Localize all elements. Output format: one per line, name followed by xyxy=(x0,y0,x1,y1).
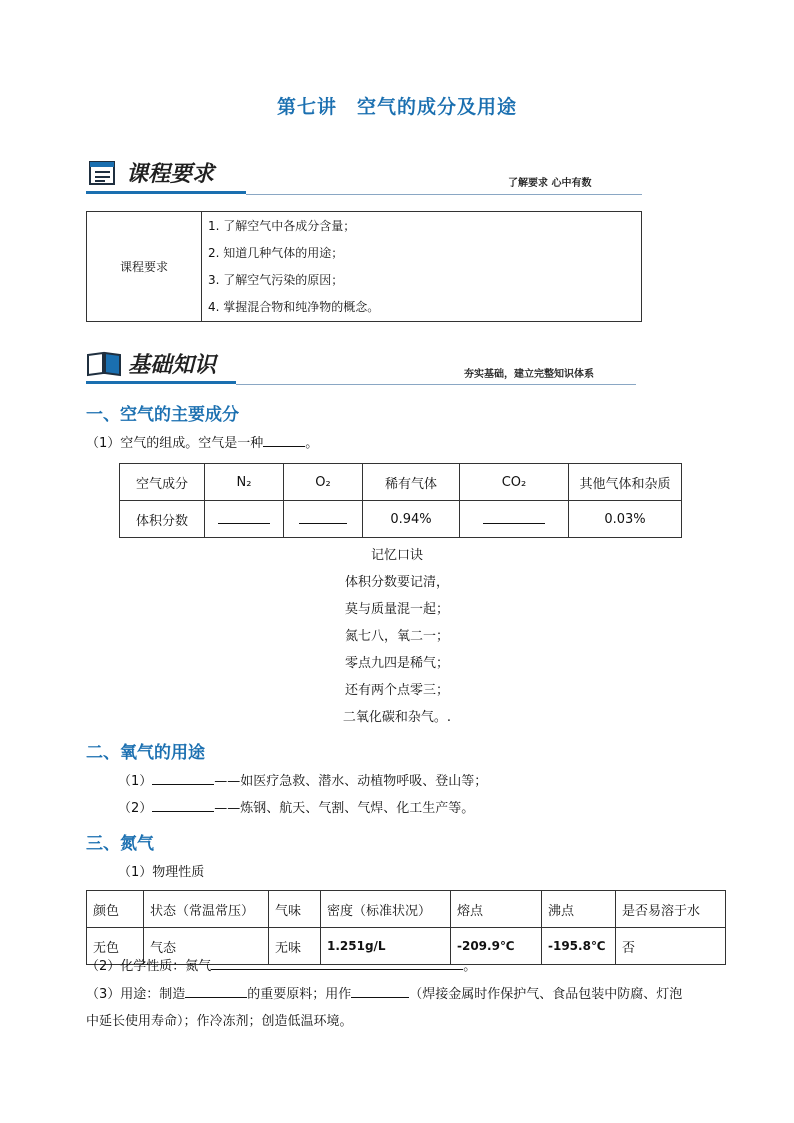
table-cell: N₂ xyxy=(205,464,284,501)
table-cell: 熔点 xyxy=(451,891,542,928)
book-icon xyxy=(86,349,122,377)
table-cell: 密度（标准状况） xyxy=(321,891,451,928)
table-cell: 空气成分 xyxy=(120,464,205,501)
question-text: （3）用途：制造 xyxy=(86,987,186,1002)
answer-blank[interactable] xyxy=(152,799,214,812)
question-text: 。 xyxy=(463,959,477,974)
oxygen-use-2 xyxy=(118,799,474,819)
answer-blank[interactable] xyxy=(299,511,347,524)
table-cell: O₂ xyxy=(284,464,363,501)
question-text: 。 xyxy=(305,436,319,451)
table-cell: 体积分数 xyxy=(120,501,205,538)
table-cell xyxy=(460,501,569,538)
question-text: 的重要原料；用作 xyxy=(247,987,352,1002)
requirements-table xyxy=(86,211,642,322)
requirement-item: 2. 知道几种气体的用途； xyxy=(208,245,344,260)
table-cell: 沸点 xyxy=(542,891,616,928)
verse-line: 零点九四是稀气； xyxy=(344,656,449,671)
table-cell: 0.94% xyxy=(363,501,460,538)
banner-label: 基础知识 xyxy=(128,353,217,378)
answer-blank[interactable] xyxy=(351,985,409,998)
answer-blank[interactable] xyxy=(263,434,305,447)
banner-bar xyxy=(86,191,246,194)
verse-line: 记忆口诀 xyxy=(370,548,423,563)
banner-basic-knowledge xyxy=(86,345,642,391)
question-text: （2）化学性质：氮气 xyxy=(86,959,212,974)
nitrogen-properties-table xyxy=(86,890,726,965)
verse-line: 二氧化碳和杂气。. xyxy=(342,710,452,725)
table-cell: -195.8℃ xyxy=(542,928,616,965)
banner-line xyxy=(246,194,642,195)
answer-blank[interactable] xyxy=(218,511,270,524)
answer-blank[interactable] xyxy=(152,772,214,785)
item-number: （2） xyxy=(118,801,153,816)
table-cell: 其他气体和杂质 xyxy=(569,464,682,501)
verse-line: 还有两个点零三； xyxy=(344,683,449,698)
table-cell xyxy=(205,501,284,538)
table-cell: 气态 xyxy=(144,928,269,965)
banner-label: 课程要求 xyxy=(126,162,215,187)
requirements-header: 课程要求 xyxy=(87,212,202,322)
table-row xyxy=(120,464,682,501)
banner-subtitle: 夯实基础，建立完整知识体系 xyxy=(464,369,594,380)
checklist-icon xyxy=(88,159,118,187)
question-1 xyxy=(86,434,318,454)
table-cell xyxy=(284,501,363,538)
verse-line: 氮七八，氧二一； xyxy=(344,629,449,644)
table-cell: 否 xyxy=(616,928,726,965)
table-cell: 气味 xyxy=(269,891,321,928)
answer-blank[interactable] xyxy=(185,985,247,998)
banner-subtitle: 了解要求 心中有数 xyxy=(508,178,592,189)
section-heading: 一、空气的主要成分 xyxy=(86,405,239,425)
requirements-list xyxy=(202,212,642,322)
item-number: （1） xyxy=(118,774,153,789)
requirement-item: 3. 了解空气污染的原因； xyxy=(208,272,344,287)
verse-line: 体积分数要记清， xyxy=(344,575,449,590)
question-text: （1）空气的组成。空气是一种 xyxy=(86,436,264,451)
table-cell: 无味 xyxy=(269,928,321,965)
requirement-item: 4. 掌握混合物和纯净物的概念。 xyxy=(208,299,380,314)
answer-blank[interactable] xyxy=(211,957,463,970)
table-cell: 是否易溶于水 xyxy=(616,891,726,928)
memory-verse xyxy=(0,546,794,735)
table-cell: 状态（常温常压） xyxy=(144,891,269,928)
item-text: ——如医疗急救、潜水、动植物呼吸、登山等； xyxy=(214,774,488,789)
verse-line: 莫与质量混一起； xyxy=(344,602,449,617)
table-row xyxy=(87,891,726,928)
uses-line-2: 中延长使用寿命）；作冷冻剂；创造低温环境。 xyxy=(86,1014,353,1029)
page-title: 第七讲 空气的成分及用途 xyxy=(276,96,517,118)
table-cell: CO₂ xyxy=(460,464,569,501)
table-row xyxy=(120,501,682,538)
section-heading: 三、氮气 xyxy=(86,834,154,854)
table-cell: 无色 xyxy=(87,928,144,965)
uses-line-1 xyxy=(86,985,736,1005)
table-cell: 1.251g/L xyxy=(321,928,451,965)
table-cell: 稀有气体 xyxy=(363,464,460,501)
air-composition-table xyxy=(119,463,682,538)
chemical-property xyxy=(86,957,476,977)
requirement-item: 1. 了解空气中各成分含量； xyxy=(208,218,356,233)
table-cell: -209.9℃ xyxy=(451,928,542,965)
banner-line xyxy=(236,384,636,385)
banner-course-requirements xyxy=(86,155,642,201)
answer-blank[interactable] xyxy=(483,511,545,524)
section-heading: 二、氧气的用途 xyxy=(86,743,205,763)
sub-heading: （1）物理性质 xyxy=(118,865,205,880)
oxygen-use-1 xyxy=(118,772,487,792)
table-cell: 0.03% xyxy=(569,501,682,538)
table-cell: 颜色 xyxy=(87,891,144,928)
banner-bar xyxy=(86,381,236,384)
question-text: （焊接金属时作保护气、食品包装中防腐、灯泡 xyxy=(409,987,683,1002)
item-text: ——炼钢、航天、气割、气焊、化工生产等。 xyxy=(214,801,475,816)
